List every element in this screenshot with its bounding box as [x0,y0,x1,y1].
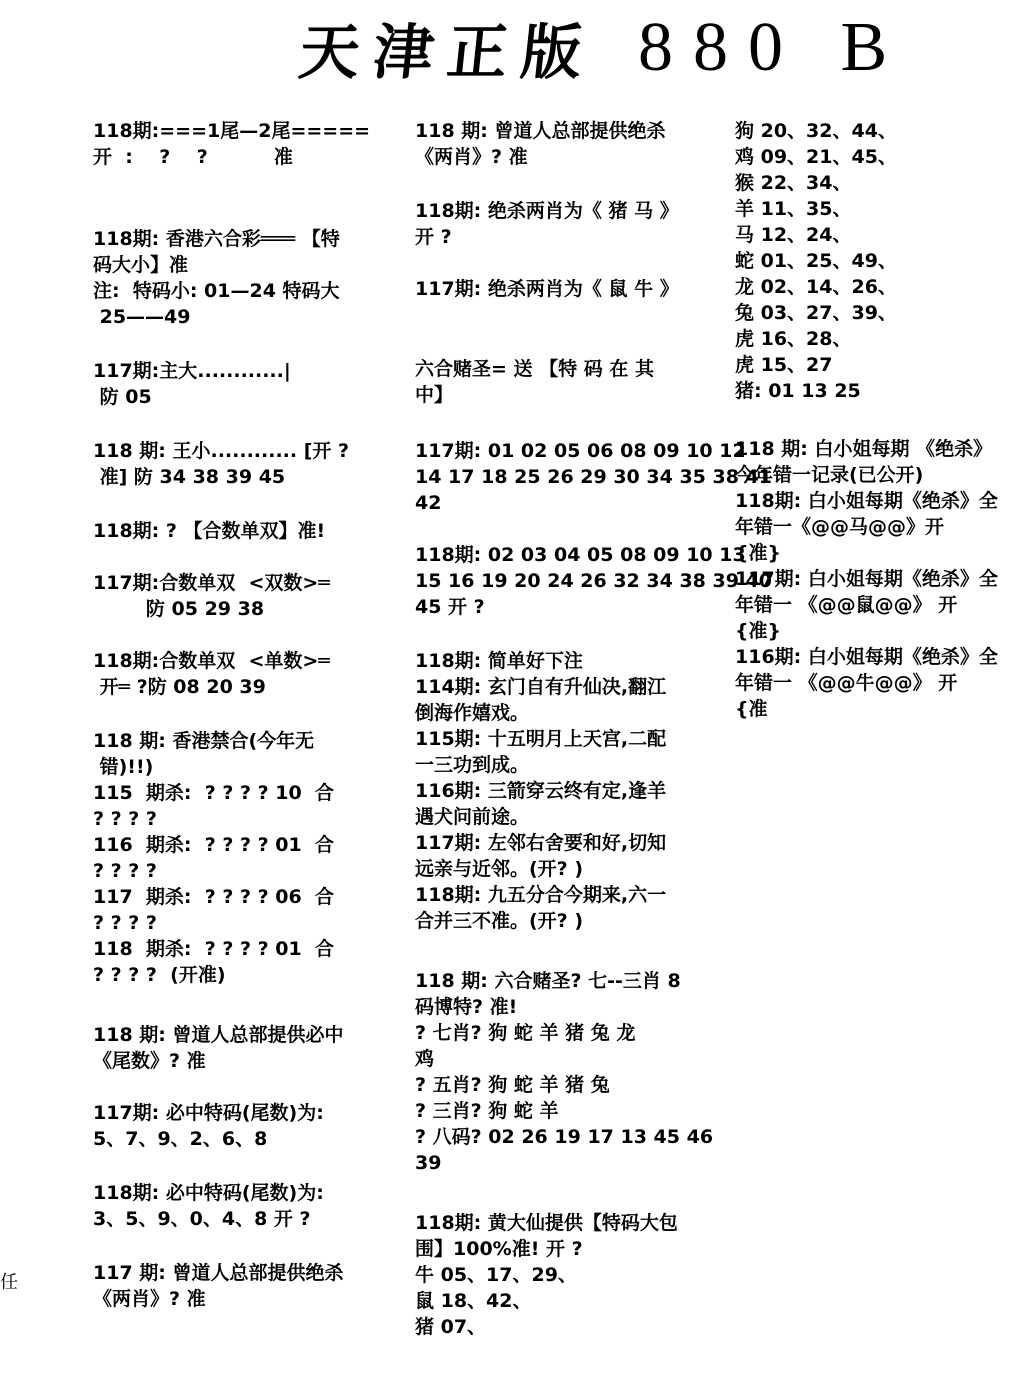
text-line: 准] 防 34 38 39 45 [93,466,286,488]
text-line: 118期: 必中特码(尾数)为: [93,1182,324,1204]
text-line: 118 期: 六合赌圣? 七--三肖 8 [415,970,681,992]
text-line: 117期: 白小姐每期《绝杀》全 [735,568,998,590]
text-block [93,1260,344,1312]
text-line: 118 期: 王小............ [开 ? [93,440,350,462]
text-line: 《尾数》? 准 [93,1050,206,1072]
text-line: 118期: 香港六合彩═══ 【特 [93,228,340,250]
text-line: 一三功到成。 [415,754,530,776]
text-line: ? ? ? ? [93,860,157,882]
text-line: 倒海作嬉戏。 [415,702,530,724]
text-line: {准} [735,542,782,564]
text-line: 118 期杀: ? ? ? ? 01 合 [93,938,334,960]
text-line: 114期: 玄门自有升仙决,翻江 [415,676,667,698]
text-line: 118 期: 白小姐每期 《绝杀》 [735,438,993,460]
text-block [415,438,772,516]
text-line: 虎 16、28、 [735,328,852,350]
text-line: 5、7、9、2、6、8 [93,1128,268,1150]
text-line: 兔 03、27、39、 [735,302,897,324]
text-line: ? 三肖? 狗 蛇 羊 [415,1100,559,1122]
text-line: 118 期: 曾道人总部提供绝杀 [415,120,666,142]
text-block [415,356,654,408]
text-line: 牛 05、17、29、 [415,1264,577,1286]
text-line: 117期:合数单双 <双数>═ [93,572,330,594]
text-line: 118期: 02 03 04 05 08 09 10 13 [415,544,746,566]
text-line: 3、5、9、0、4、8 开 ? [93,1208,311,1230]
text-block [415,542,772,620]
text-block [93,1022,344,1074]
text-line: 鸡 [415,1048,435,1070]
text-line: 115 期杀: ? ? ? ? 10 合 [93,782,334,804]
text-line: 年错一 《@@牛@@》 开 [735,672,958,694]
text-line: 15 16 19 20 24 26 32 34 38 39 40 [415,570,772,592]
text-line: 118 期: 曾道人总部提供必中 [93,1024,344,1046]
text-line: 猪: 01 13 25 [735,380,861,402]
text-line: 猴 22、34、 [735,172,852,194]
text-line: ? 五肖? 狗 蛇 羊 猪 兔 [415,1074,610,1096]
text-line: 118期:合数单双 <单数>═ [93,650,330,672]
text-line: 118期: 绝杀两肖为《 猪 马 》 [415,200,679,222]
text-block [735,436,998,722]
text-line: 中】 [415,384,454,406]
text-line: 39 [415,1152,442,1174]
text-line: 开 ? [415,226,452,248]
text-line: 错)!!) [93,756,154,778]
text-line: 龙 02、14、26、 [735,276,897,298]
text-line: 117期: 01 02 05 06 08 09 10 12 [415,440,746,462]
text-block [93,518,325,544]
text-line: 《两肖》? 准 [415,146,528,168]
text-line: 防 05 29 38 [93,598,265,620]
text-line: 防 05 [93,386,152,408]
text-block [415,198,679,250]
text-line: 118期: 九五分合今期来,六一 [415,884,667,906]
text-line: 合并三不准。(开? ) [415,910,584,932]
text-line: 118期: 白小姐每期《绝杀》全 [735,490,998,512]
text-line: 117期: 绝杀两肖为《 鼠 牛 》 [415,278,679,300]
text-line: 25——49 [93,306,191,328]
text-line: 《两肖》? 准 [93,1288,206,1310]
title-chinese: 天津正版 [295,18,600,88]
text-line: 开═ ?防 08 20 39 [93,676,266,698]
text-line: 蛇 01、25、49、 [735,250,897,272]
text-line: 鸡 09、21、45、 [735,146,897,168]
text-line: 鼠 18、42、 [415,1290,532,1312]
text-line: 117期:主大............| [93,360,291,382]
text-line: ? 七肖? 狗 蛇 羊 猪 兔 龙 [415,1022,636,1044]
text-block [93,438,349,490]
text-line: ? 八码? 02 26 19 17 13 45 46 [415,1126,714,1148]
text-block [415,1210,678,1340]
text-line: 开 : ? ? 准 [93,146,293,168]
text-line: 六合赌圣= 送 【特 码 在 其 [415,358,654,380]
text-line: 117期: 必中特码(尾数)为: [93,1102,324,1124]
text-line: 远亲与近邻。(开? ) [415,858,584,880]
text-block [93,118,370,170]
text-line: 14 17 18 25 26 29 30 34 35 38 41 [415,466,772,488]
text-block [93,570,330,622]
text-line: 码博特? 准! [415,996,518,1018]
stray-character: 任 [0,1272,18,1293]
text-line: 117 期: 曾道人总部提供绝杀 [93,1262,344,1284]
text-line: 115期: 十五明月上天宫,二配 [415,728,667,750]
text-line: 围】100%准! 开 ? [415,1238,583,1260]
text-line: 注: 特码小: 01—24 特码大 [93,280,340,302]
text-line: 116 期杀: ? ? ? ? 01 合 [93,834,334,856]
text-line: 117 期杀: ? ? ? ? 06 合 [93,886,334,908]
text-block [735,118,897,404]
text-line: 码大小】准 [93,254,189,276]
text-line: 狗 20、32、44、 [735,120,897,142]
text-block [415,648,666,934]
text-line: 年错一《@@马@@》开 [735,516,945,538]
text-line: 118期: 简单好下注 [415,650,583,672]
text-line: 45 开 ? [415,596,485,618]
text-line: 117期: 左邻右舍要和好,切知 [415,832,667,854]
text-line: 今年错一记录(已公开) [735,464,924,486]
page-title [295,8,908,88]
text-line: 118 期: 香港禁合(今年无 [93,730,315,752]
text-block [93,1100,324,1152]
text-line: 116期: 白小姐每期《绝杀》全 [735,646,998,668]
text-line: ? ? ? ? [93,912,157,934]
text-line: ? ? ? ? [93,808,157,830]
text-line: {准 [735,698,768,720]
text-line: 42 [415,492,442,514]
title-code: 880 B [638,9,908,86]
text-line: 虎 15、27 [735,354,833,376]
text-line: 118期:===1尾—2尾===== [93,120,371,142]
text-line: 马 12、24、 [735,224,852,246]
text-line: ? ? ? ? (开准) [93,964,226,986]
text-line: {准} [735,620,782,642]
text-block [93,728,334,988]
text-line: 羊 11、35、 [735,198,852,220]
text-block [93,358,291,410]
text-block [93,226,340,330]
text-block [93,1180,324,1232]
text-line: 年错一 《@@鼠@@》 开 [735,594,958,616]
text-block [93,648,330,700]
text-line: 118期: ? 【合数单双】准! [93,520,326,542]
text-block [415,276,679,302]
text-line: 116期: 三箭穿云终有定,逢羊 [415,780,667,802]
text-block [415,118,666,170]
text-line: 猪 07、 [415,1316,487,1338]
text-line: 遇犬问前途。 [415,806,530,828]
text-line: 118期: 黄大仙提供【特码大包 [415,1212,678,1234]
text-block [415,968,713,1176]
